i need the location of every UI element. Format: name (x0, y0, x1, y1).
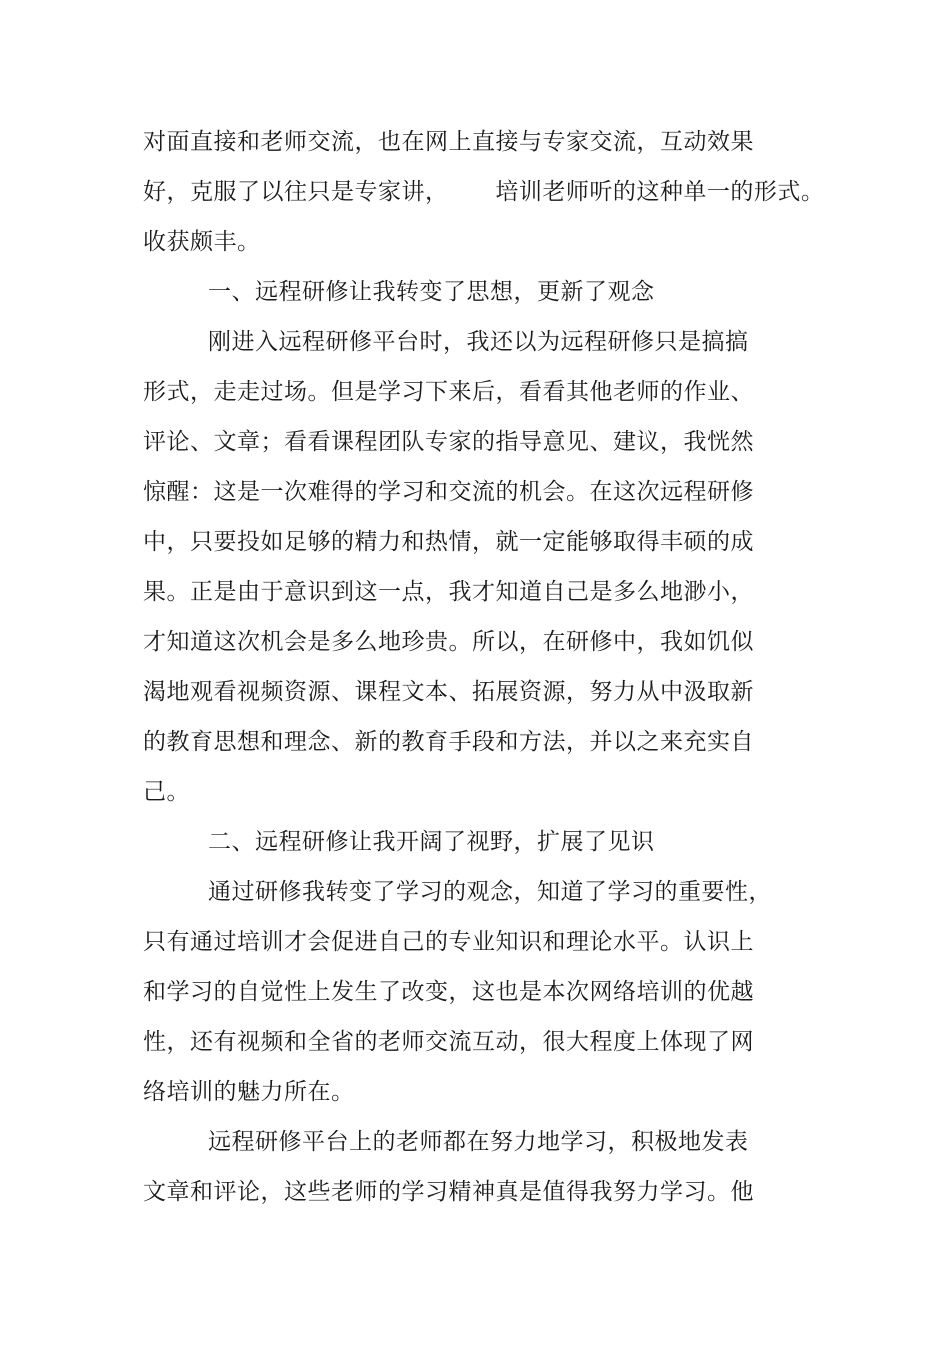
text-line: 果。正是由于意识到这一点，我才知道自己是多么地渺小， (143, 579, 754, 605)
text-line: 中，只要投如足够的精力和热情，就一定能够取得丰硕的成 (143, 529, 754, 555)
text-line: 好，克服了以往只是专家讲， 培训老师听的这种单一的形式。 (143, 179, 825, 205)
text-line: 的教育思想和理念、新的教育手段和方法，并以之来充实自 (143, 729, 754, 755)
text-line: 形式，走走过场。但是学习下来后，看看其他老师的作业、 (143, 379, 754, 405)
section-heading: 一、远程研修让我转变了思想，更新了观念 (208, 279, 655, 305)
text-line: 性，还有视频和全省的老师交流互动，很大程度上体现了网 (143, 1029, 754, 1055)
text-line: 刚进入远程研修平台时，我还以为远程研修只是搞搞 (208, 329, 749, 355)
text-line: 远程研修平台上的老师都在努力地学习，积极地发表 (208, 1129, 749, 1155)
text-line: 收获颇丰。 (143, 229, 261, 255)
text-line: 对面直接和老师交流，也在网上直接与专家交流，互动效果 (143, 129, 754, 155)
text-line: 己。 (143, 779, 190, 805)
section-heading: 二、远程研修让我开阔了视野，扩展了见识 (208, 829, 655, 855)
text-line: 惊醒：这是一次难得的学习和交流的机会。在这次远程研修 (143, 479, 754, 505)
text-line: 评论、文章；看看课程团队专家的指导意见、建议，我恍然 (143, 429, 754, 455)
text-line: 渴地观看视频资源、课程文本、拓展资源，努力从中汲取新 (143, 679, 754, 705)
text-line: 只有通过培训才会促进自己的专业知识和理论水平。认识上 (143, 929, 754, 955)
text-line: 络培训的魅力所在。 (143, 1079, 355, 1105)
text-line: 才知道这次机会是多么地珍贵。所以，在研修中，我如饥似 (143, 629, 754, 655)
text-line: 通过研修我转变了学习的观念，知道了学习的重要性， (208, 879, 772, 905)
text-line: 和学习的自觉性上发生了改变，这也是本次网络培训的优越 (143, 979, 754, 1005)
text-line: 文章和评论，这些老师的学习精神真是值得我努力学习。他 (143, 1179, 754, 1205)
